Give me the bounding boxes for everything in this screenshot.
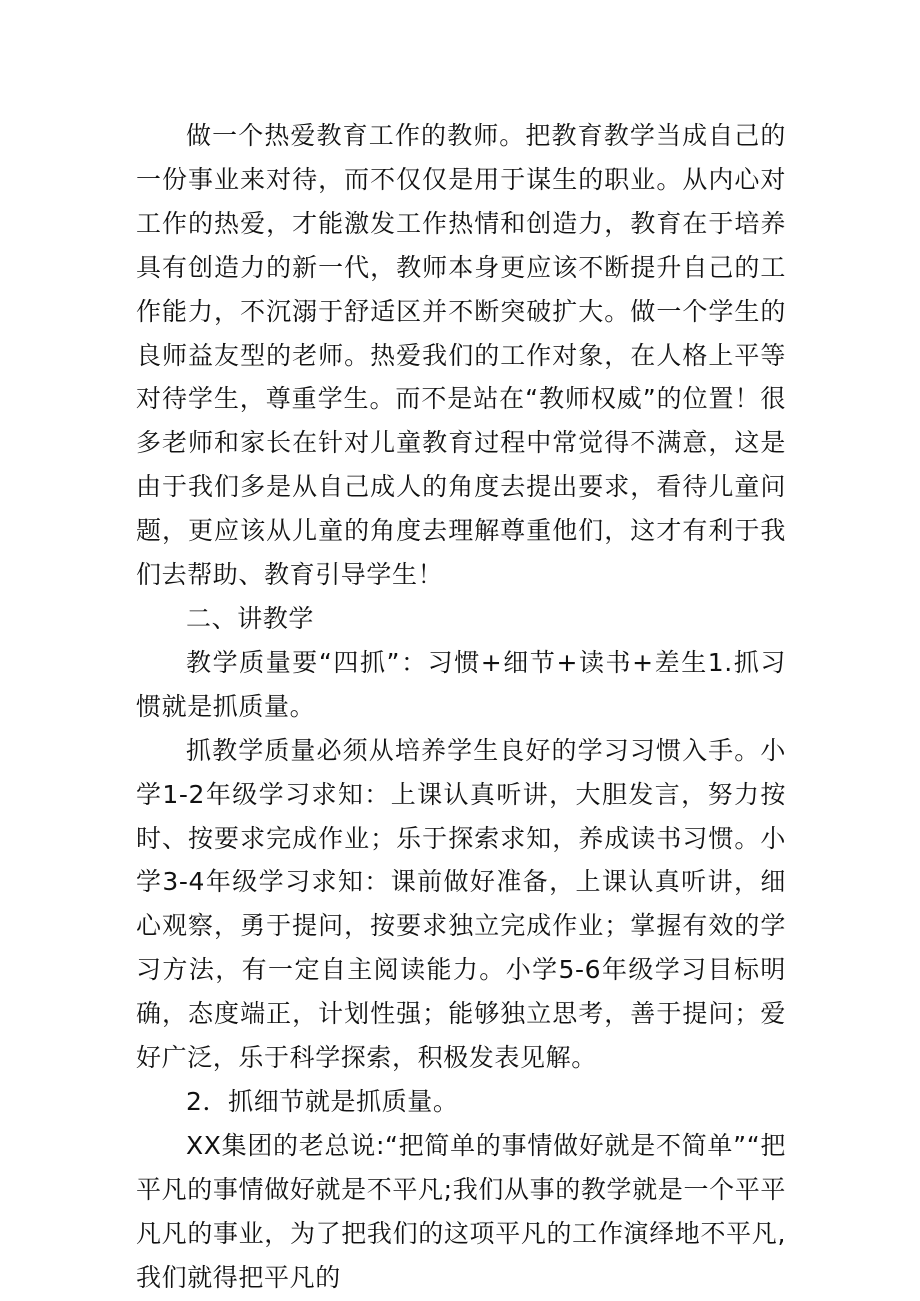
paragraph-four-grasps: 教学质量要“四抓”：习惯+细节+读书+差生1.抓习惯就是抓质量。 — [136, 647, 786, 721]
paragraph-teacher-love: 做一个热爱教育工作的教师。把教育教学当成自己的一份事业来对待，而不仅仅是用于谋生的职业。从内心对工作的热爱，才能激发工作热情和创造力，教育在于培养具有创造力的新一代，教师本身更应该不断提升自己的工作能力，不沉溺于舒适区并不断突破扩大。做一个学生的良师益友型的老师。热爱我们的工作对象，在人格上平等对待学生，尊重学生。而不是站在“教师权威”的位置！很多老师和家长在针对儿童教育过程中常觉得不满意，这是由于我们多是从自己成人的角度去提出要求，看待儿童问题，更应该从儿童的角度去理解尊重他们，这才有利于我们去帮助、教育引导学生！ — [136, 121, 786, 590]
paragraph-details-quote: XX集团的老总说:“把简单的事情做好就是不简单”“把平凡的事情做好就是不平凡;我们从事的教学就是一个平平凡凡的事业，为了把我们的这项平凡的工作演绎地不平凡,我们就得把平凡的 — [136, 1130, 786, 1292]
document-body — [136, 114, 786, 1299]
section-heading-teaching: 二、讲教学 — [186, 603, 315, 633]
paragraph-study-habits: 抓教学质量必须从培养学生良好的学习习惯入手。小学1-2年级学习求知：上课认真听讲，大胆发言，努力按时、按要求完成作业；乐于探索求知，养成读书习惯。小学3-4年级学习求知：课前做好准备，上课认真听讲，细心观察，勇于提问，按要求独立完成作业；掌握有效的学习方法，有一定自主阅读能力。小学5-6年级学习目标明确，态度端正，计划性强；能够独立思考，善于提问；爱好广泛，乐于科学探索，积极发表见解。 — [136, 735, 786, 1073]
subheading-details: 2．抓细节就是抓质量。 — [186, 1086, 459, 1116]
